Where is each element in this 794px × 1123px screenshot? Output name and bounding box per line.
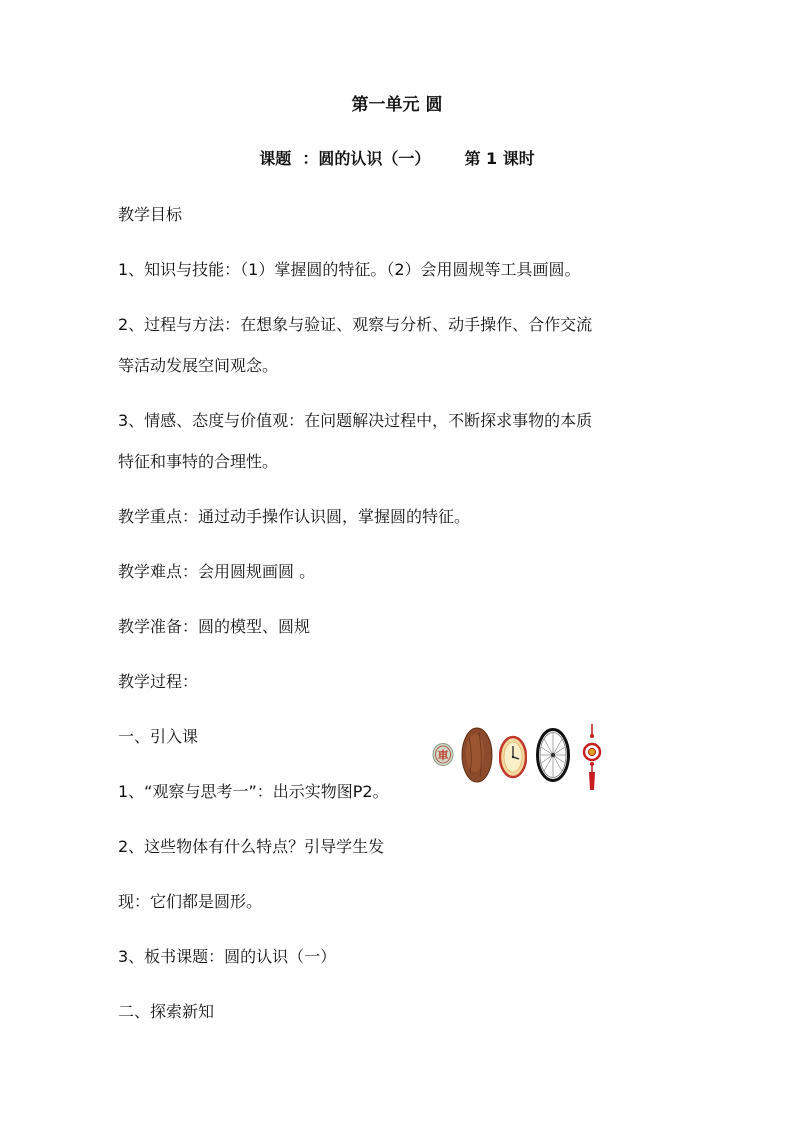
- unit-title: 第一单元 圆: [351, 95, 443, 115]
- intro-step-2-cont: 现：它们都是圆形。: [118, 892, 263, 911]
- goal-knowledge-skills: 1、知识与技能：（1）掌握圆的特征。（2）会用圆规等工具画圆。: [118, 260, 581, 279]
- section-explore: 二、探索新知: [118, 1002, 215, 1021]
- goal-process-method: 2、过程与方法：在想象与验证、观察与分析、动手操作、合作交流: [118, 315, 593, 334]
- bicycle-wheel-icon: [536, 728, 570, 782]
- chess-piece-icon: [432, 742, 454, 766]
- teaching-key-point: 教学重点：通过动手操作认识圆，掌握圆的特征。: [118, 507, 471, 526]
- goal-process-method-cont: 等活动发展空间观念。: [118, 356, 279, 375]
- lesson-heading: [0, 148, 794, 170]
- chinese-knot-icon: [582, 724, 602, 790]
- intro-step-1: 1、“观察与思考一”：出示实物图P2。: [118, 782, 389, 801]
- clock-icon: [499, 735, 527, 779]
- lesson-topic: 课题 ：圆的认识（一）: [259, 149, 431, 168]
- intro-step-2: 2、这些物体有什么特点？引导学生发: [118, 837, 385, 856]
- goal-emotion-values: 3、情感、态度与价值观：在问题解决过程中，不断探求事物的本质: [118, 411, 593, 430]
- goal-emotion-values-cont: 特征和事特的合理性。: [118, 452, 279, 471]
- teaching-process-heading: 教学过程：: [118, 672, 199, 691]
- chess-piece-char: 車: [437, 749, 449, 762]
- section-teaching-goals: 教学目标: [118, 205, 183, 224]
- teaching-difficulty: 教学难点：会用圆规画圆 。: [118, 562, 316, 581]
- intro-step-3: 3、板书课题：圆的认识（一）: [118, 947, 337, 966]
- wooden-plate-icon: [461, 727, 493, 783]
- section-intro: 一、引入课: [118, 727, 199, 746]
- lesson-period: 第 1 课时: [464, 149, 535, 168]
- teaching-preparation: 教学准备：圆的模型、圆规: [118, 617, 311, 636]
